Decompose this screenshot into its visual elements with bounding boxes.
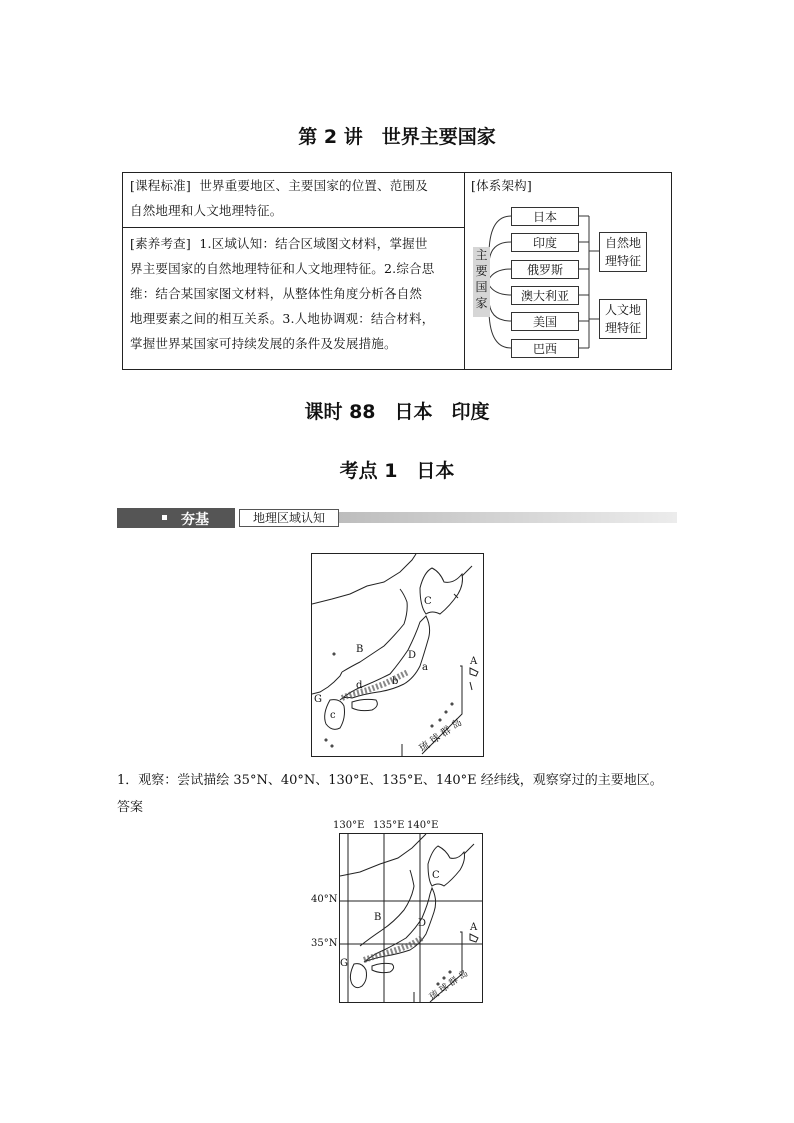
lat-label-35: 35°N [311,938,338,949]
curriculum-text: 世界重要地区、主要国家的位置、范围及 [199,178,428,193]
question-1: 1．观察：尝试描绘 35°N、40°N、130°E、135°E、140°E 经纬线，观察穿过的主要地区。 [117,773,663,788]
grid-map-drawing [340,834,482,1002]
country-usa: 美国 [511,312,579,331]
country-brazil: 巴西 [511,339,579,358]
map2-label-a: A [470,922,478,933]
bullet-icon [162,515,167,520]
banner-dark-label: 夯基 [181,512,209,528]
literacy-cell [130,231,462,356]
literacy-text-5: 掌握世界某国家可持续发展的条件及发展措施。 [130,336,397,351]
map2-label-g: G [340,958,348,969]
section-banner [117,508,677,528]
framework-root: 主要国家 [473,247,490,317]
map2-label-d: D [418,918,427,929]
map2-label-c: C [432,870,440,881]
standards-table [122,172,672,370]
grid-map-frame [339,833,483,1003]
topic-title: 考点 1 日本 [339,460,455,482]
country-australia: 澳大利亚 [511,286,579,305]
map1-label-a-lower: a [422,662,428,673]
curriculum-cell [130,173,460,223]
map2-label-b: B [374,912,382,923]
map1-label-d-lower: d [356,680,363,691]
literacy-label: [素养考查] [130,236,191,251]
japan-map [311,553,484,757]
country-russia: 俄罗斯 [511,260,579,279]
human-feature-box: 人文地理特征 [599,299,647,339]
lat-label-40: 40°N [311,894,338,905]
country-japan: 日本 [511,207,579,226]
country-india: 印度 [511,233,579,252]
lesson-title: 课时 88 日本 印度 [304,401,490,423]
curriculum-text-2: 自然地理和人文地理特征。 [130,203,283,218]
literacy-text-2: 界主要国家的自然地理特征和人文地理特征。2.综合思 [130,261,435,276]
framework-diagram [465,199,670,367]
map1-label-b-lower: b [392,676,399,687]
banner-light-label: 地理区域认知 [239,509,339,527]
map1-label-d: D [408,650,417,661]
answer-label: 答案 [117,800,144,815]
lon-label-140: 140°E [407,820,439,831]
map1-label-b: B [356,644,364,655]
map1-label-c-lower: c [330,710,336,721]
map1-label-g: G [314,694,322,705]
lecture-title: 第 2 讲 世界主要国家 [298,126,496,148]
natural-feature-box: 自然地理特征 [599,232,647,272]
japan-grid-map [311,820,483,1005]
literacy-text-1: 1.区域认知：结合区域图文材料，掌握世 [199,236,428,251]
framework-label: [体系架构] [471,178,532,193]
literacy-text-4: 地理要素之间的相互关系。3.人地协调观：结合材料， [130,311,435,326]
lon-label-130: 130°E [333,820,365,831]
map1-label-a-upper: A [470,656,478,667]
lon-label-135: 135°E [373,820,405,831]
map2-sea-text: 琉 球 群 岛 [427,968,471,1002]
curriculum-label: [课程标准] [130,178,191,193]
japan-map-drawing [312,554,483,756]
map1-sea-text: 琉 球 群 岛 [417,717,465,755]
map1-label-c: C [424,596,432,607]
literacy-text-3: 维：结合某国家图文材料，从整体性角度分析各自然 [130,286,423,301]
